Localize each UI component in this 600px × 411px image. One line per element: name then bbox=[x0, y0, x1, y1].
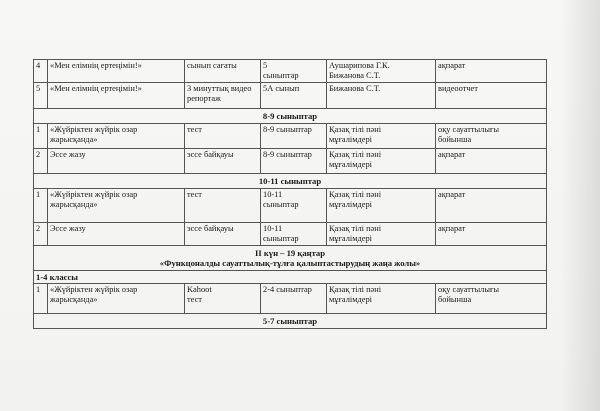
event-title: Эссе жазу bbox=[48, 149, 185, 174]
event-title: «Мен елімнің ертеңімін!» bbox=[48, 60, 185, 83]
event-title: «Мен елімнің ертеңімін!» bbox=[48, 83, 185, 109]
event-result: видеоотчет bbox=[436, 83, 547, 109]
row-number: 5 bbox=[34, 83, 48, 109]
event-classes: 2-4 сыныптар bbox=[261, 284, 327, 314]
event-form: эссе байқауы bbox=[185, 223, 261, 246]
event-classes: 5А сынып bbox=[261, 83, 327, 109]
event-title: «Жүйріктен жүйрік озар жарысқанда» bbox=[48, 284, 185, 314]
event-classes: 8-9 сыныптар bbox=[261, 124, 327, 149]
event-form: 3 минуттық видео репортаж bbox=[185, 83, 261, 109]
row-number: 1 bbox=[34, 124, 48, 149]
event-result: ақпарат bbox=[436, 149, 547, 174]
event-responsible: Аушарипова Г.К. Бижанова С.Т. bbox=[327, 60, 436, 83]
section-heading: 10-11 сыныптар bbox=[34, 174, 547, 189]
event-form: Kahoot тест bbox=[185, 284, 261, 314]
table-row bbox=[34, 284, 547, 314]
event-result: ақпарат bbox=[436, 189, 547, 223]
event-result: оқу сауаттылығы бойынша bbox=[436, 124, 547, 149]
row-number: 2 bbox=[34, 223, 48, 246]
section-row bbox=[34, 109, 547, 124]
table-row bbox=[34, 83, 547, 109]
section-row bbox=[34, 271, 547, 284]
row-number: 1 bbox=[34, 189, 48, 223]
event-result: ақпарат bbox=[436, 223, 547, 246]
row-number: 4 bbox=[34, 60, 48, 83]
event-plan-table bbox=[33, 59, 547, 329]
table-row bbox=[34, 149, 547, 174]
section-heading: 5-7 сыныптар bbox=[34, 314, 547, 329]
event-title: «Жүйріктен жүйрік озар жарысқанда» bbox=[48, 124, 185, 149]
event-result: ақпарат bbox=[436, 60, 547, 83]
section-heading: 1-4 классы bbox=[34, 271, 547, 284]
table-row bbox=[34, 60, 547, 83]
event-responsible: Бижанова С.Т. bbox=[327, 83, 436, 109]
event-result: оқу сауаттылығы бойынша bbox=[436, 284, 547, 314]
section-heading: 8-9 сыныптар bbox=[34, 109, 547, 124]
event-responsible: Қазақ тілі пәні мұғалімдері bbox=[327, 189, 436, 223]
page-shadow bbox=[560, 0, 600, 411]
section-row bbox=[34, 174, 547, 189]
event-classes: 10-11 сыныптар bbox=[261, 223, 327, 246]
event-responsible: Қазақ тілі пәні мұғалімдері bbox=[327, 149, 436, 174]
event-responsible: Қазақ тілі пәні мұғалімдері bbox=[327, 284, 436, 314]
event-form: тест bbox=[185, 189, 261, 223]
table-row bbox=[34, 189, 547, 223]
day-title: II күн – 19 қаңтар bbox=[255, 248, 325, 258]
event-classes: 10-11 сыныптар bbox=[261, 189, 327, 223]
event-title: «Жүйріктен жүйрік озар жарысқанда» bbox=[48, 189, 185, 223]
event-form: тест bbox=[185, 124, 261, 149]
day-subtitle: «Функцоналды сауаттылық-тұлға қалыптастырудың жаңа жолы» bbox=[159, 258, 421, 268]
table-row bbox=[34, 223, 547, 246]
table-row bbox=[34, 124, 547, 149]
event-classes: 5 сыныптар bbox=[261, 60, 327, 83]
event-form: эссе байқауы bbox=[185, 149, 261, 174]
event-responsible: Қазақ тілі пәні мұғалімдері bbox=[327, 124, 436, 149]
row-number: 1 bbox=[34, 284, 48, 314]
event-title: Эссе жазу bbox=[48, 223, 185, 246]
section-row bbox=[34, 246, 547, 271]
event-form: сынып сағаты bbox=[185, 60, 261, 83]
section-row bbox=[34, 314, 547, 329]
event-classes: 8-9 сыныптар bbox=[261, 149, 327, 174]
row-number: 2 bbox=[34, 149, 48, 174]
event-responsible: Қазақ тілі пәні мұғалімдері bbox=[327, 223, 436, 246]
